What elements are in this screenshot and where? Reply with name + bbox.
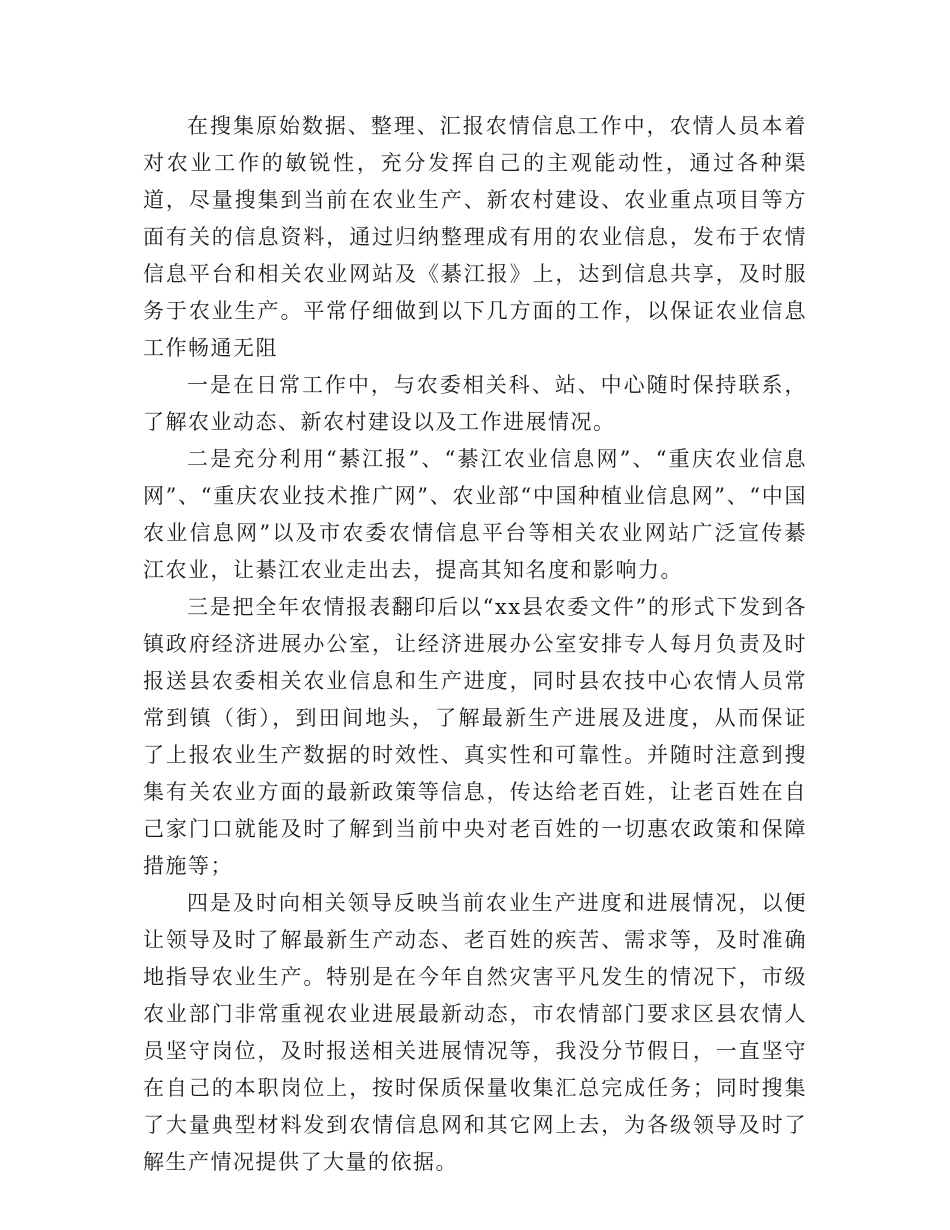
paragraph-item-one: 一是在日常工作中，与农委相关科、站、中心随时保持联系，了解农业动态、新农村建设以及工作进展情况。 (143, 373, 807, 434)
document-body (143, 108, 807, 1181)
paragraph-item-two: 二是充分利用“綦江报”、“綦江农业信息网”、“重庆农业信息网”、“重庆农业技术推广网”、农业部“中国种植业信息网”、“中国农业信息网”以及市农委农情信息平台等相关农业网站广泛宣传綦江农业，让綦江农业走出去，提高其知名度和影响力。 (143, 447, 807, 582)
paragraph-intro: 在搜集原始数据、整理、汇报农情信息工作中，农情人员本着对农业工作的敏锐性，充分发挥自己的主观能动性，通过各种渠道，尽量搜集到当前在农业生产、新农村建设、农业重点项目等方面有关的信息资料，通过归纳整理成有用的农业信息，发布于农情信息平台和相关农业网站及《綦江报》上，达到信息共享，及时服务于农业生产。平常仔细做到以下几方面的工作，以保证农业信息工作畅通无阻 (143, 114, 807, 360)
paragraph-item-three: 三是把全年农情报表翻印后以“xx县农委文件”的形式下发到各镇政府经济进展办公室，让经济进展办公室安排专人每月负责及时报送县农委相关农业信息和生产进度，同时县农技中心农情人员常常到镇（街），到田间地头，了解最新生产进展及进度，从而保证了上报农业生产数据的时效性、真实性和可靠性。并随时注意到搜集有关农业方面的最新政策等信息，传达给老百姓，让老百姓在自己家门口就能及时了解到当前中央对老百姓的一切惠农政策和保障措施等； (143, 595, 807, 878)
paragraph-item-four: 四是及时向相关领导反映当前农业生产进度和进展情况，以便让领导及时了解最新生产动态、老百姓的疾苦、需求等，及时准确地指导农业生产。特别是在今年自然灾害平凡发生的情况下，市级农业部门非常重视农业进展最新动态，市农情部门要求区县农情人员坚守岗位，及时报送相关进展情况等，我没分节假日，一直坚守在自己的本职岗位上，按时保质保量收集汇总完成任务；同时搜集了大量典型材料发到农情信息网和其它网上去，为各级领导及时了解生产情况提供了大量的依据。 (143, 891, 807, 1174)
